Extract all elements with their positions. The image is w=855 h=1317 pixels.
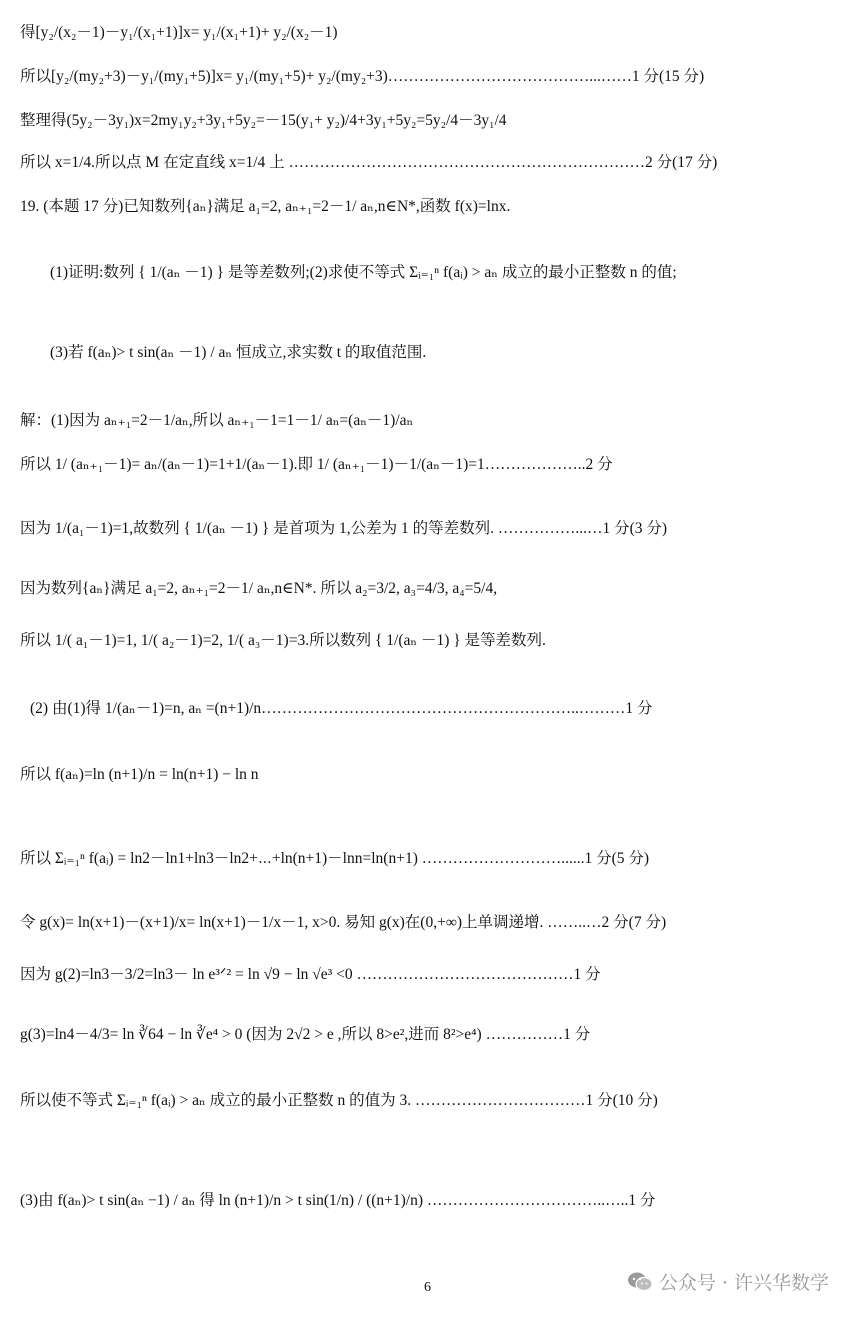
watermark [627, 1268, 829, 1295]
solution-line-5: 所以 1/( a₁－1)=1, 1/( a₂－1)=2, 1/( a₃－1)=3.所以数列 { 1/(aₙ －1) } 是等差数列. [20, 632, 546, 649]
problem-19-parts-1-2: (1)证明:数列 { 1/(aₙ －1) } 是等差数列;(2)求使不等式 Σᵢ₌₁ⁿ f(aᵢ) > aₙ 成立的最小正整数 n 的值; [50, 264, 677, 281]
problem-19-statement: 19. (本题 17 分)已知数列{aₙ}满足 a₁=2, aₙ₊₁=2－1/ aₙ,n∈N*,函数 f(x)=lnx. [20, 198, 511, 215]
text-line-1: 得[y₂/(x₂－1)－y₁/(x₁+1)]x= y₁/(x₁+1)+ y₂/(x₂－1) [20, 24, 338, 41]
solution-part-2-line-3: 所以 Σᵢ₌₁ⁿ f(aᵢ) = ln2－ln1+ln3－ln2+⋯+ln(n+1)－lnn=ln(n+1) ………………………......1 分(5 分) [20, 850, 650, 867]
watermark-text: 公众号 · 许兴华数学 [658, 1272, 829, 1294]
solution-part-2-line-2: 所以 f(aₙ)=ln (n+1)/n = ln(n+1) − ln n [20, 766, 259, 783]
solution-part-3-line-1: (3)由 f(aₙ)> t sin(aₙ −1) / aₙ 得 ln (n+1)/n > t sin(1/n) / ((n+1)/n) ……………………………..…..1 分 [20, 1192, 656, 1209]
solution-line-3: 因为 1/(a₁－1)=1,故数列 { 1/(aₙ －1) } 是首项为 1,公差为 1 的等差数列. ……………...…1 分(3 分) [20, 520, 668, 537]
page-number: 6 [424, 1280, 431, 1295]
solution-part-2-line-5: 因为 g(2)=ln3－3/2=ln3－ ln e³ᐟ² = ln √9 − ln √e³ <0 ……………………………………1 分 [20, 966, 601, 983]
text-line-3: 整理得(5y₂－3y₁)x=2my₁y₂+3y₁+5y₂=－15(y₁+ y₂)/4+3y₁+5y₂=5y₂/4－3y₁/4 [20, 112, 507, 129]
text-line-2: 所以[y₂/(my₂+3)－y₁/(my₁+5)]x= y₁/(my₁+5)+ y₂/(my₂+3)…………………………………...……1 分(15 分) [20, 68, 705, 85]
solution-line-2: 所以 1/ (aₙ₊₁－1)= aₙ/(aₙ－1)=1+1/(aₙ－1).即 1/ (aₙ₊₁－1)－1/(aₙ－1)=1………………..2 分 [20, 456, 613, 473]
solution-line-4: 因为数列{aₙ}满足 a₁=2, aₙ₊₁=2－1/ aₙ,n∈N*. 所以 a₂=3/2, a₃=4/3, a₄=5/4, [20, 580, 498, 597]
solution-line-1: 解：(1)因为 aₙ₊₁=2－1/aₙ,所以 aₙ₊₁－1=1－1/ aₙ=(aₙ－1)/aₙ [20, 412, 414, 429]
problem-19-part-3: (3)若 f(aₙ)> t sin(aₙ －1) / aₙ 恒成立,求实数 t 的取值范围. [50, 344, 427, 361]
solution-part-2-line-4: 令 g(x)= ln(x+1)－(x+1)/x= ln(x+1)－1/x－1, x>0. 易知 g(x)在(0,+∞)上单调递增. ……..…2 分(7 分) [20, 914, 667, 931]
solution-part-2-line-6: g(3)=ln4－4/3= ln ∛64 − ln ∛e⁴ > 0 (因为 2√2 > e ,所以 8>e²,进而 8²>e⁴) ……………1 分 [20, 1026, 591, 1043]
solution-part-2-line-7: 所以使不等式 Σᵢ₌₁ⁿ f(aᵢ) > aₙ 成立的最小正整数 n 的值为 3. ……………………………1 分(10 分) [20, 1092, 658, 1109]
solution-part-2-line-1: (2) 由(1)得 1/(aₙ－1)=n, aₙ =(n+1)/n……………………………………………………..………1 分 [30, 700, 653, 717]
text-line-4: 所以 x=1/4.所以点 M 在定直线 x=1/4 上 ……………………………………………………………2 分(17 分) [20, 154, 718, 171]
wechat-icon [627, 1271, 653, 1293]
